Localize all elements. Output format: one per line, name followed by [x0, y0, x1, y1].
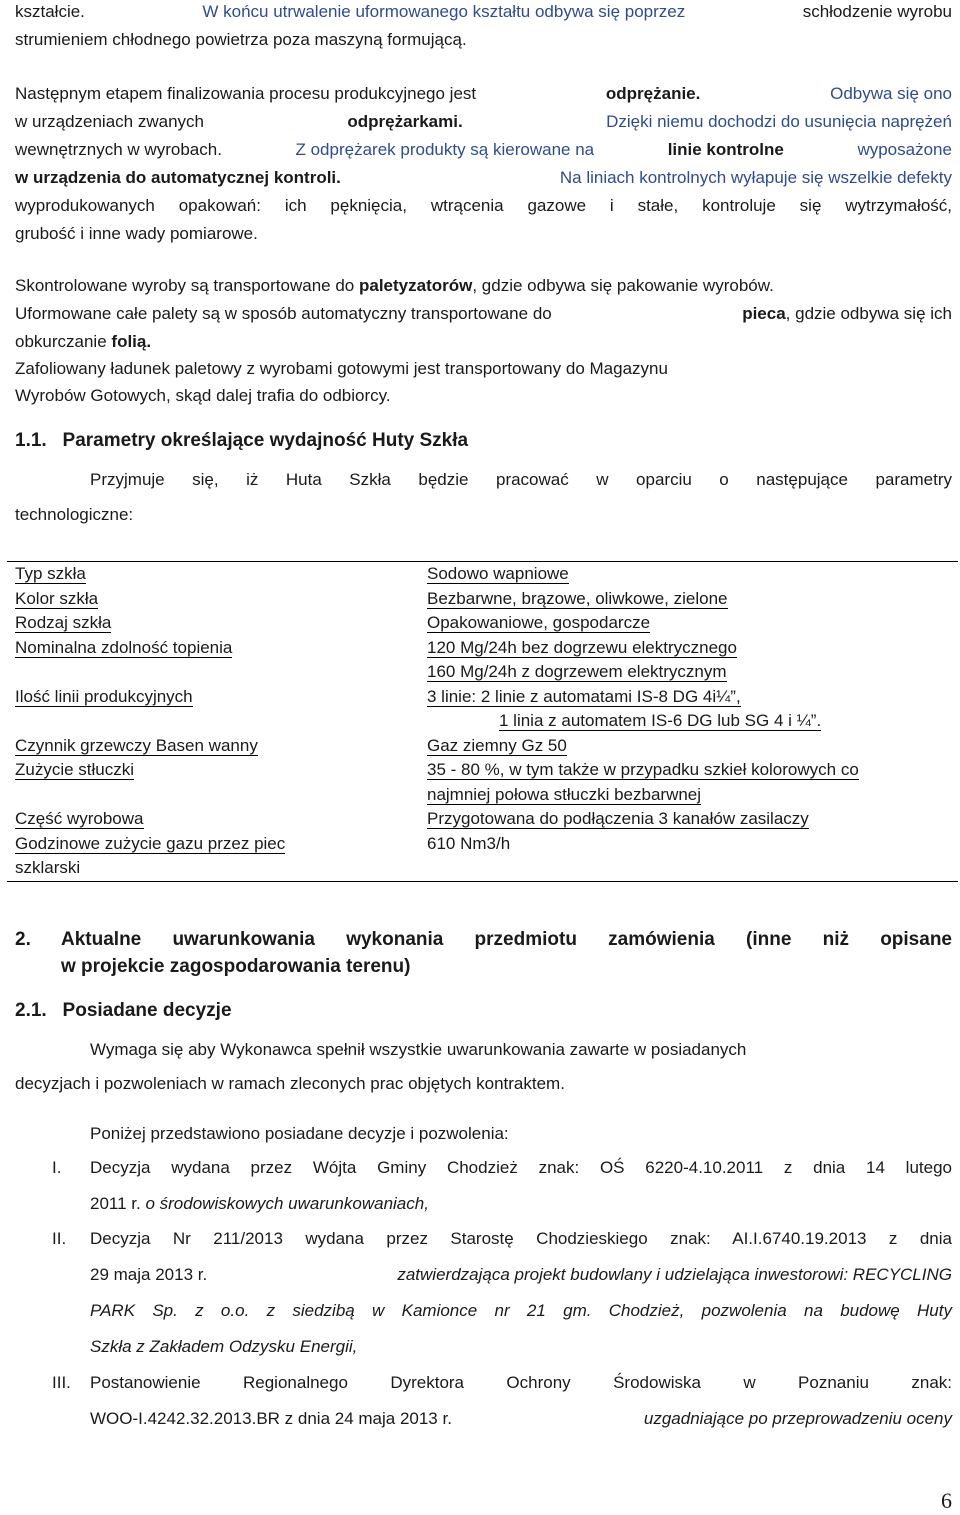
- section-heading: [15, 1000, 232, 1022]
- bold-term: odprężarkami.: [347, 112, 463, 131]
- paragraph-line: grubość i inne wady pomiarowe.: [15, 224, 258, 243]
- list-item-line: Szkła z Zakładem Odzysku Energii,: [90, 1337, 358, 1356]
- italic-text: uzgadniające po przeprowadzeniu oceny: [643, 1409, 952, 1428]
- bold-term: linie kontrolne: [667, 140, 784, 159]
- list-number: I.: [52, 1158, 62, 1177]
- table-cell-value: Opakowaniowe, gospodarcze: [427, 613, 651, 632]
- table-row: [7, 636, 958, 685]
- paragraph-line: [15, 2, 952, 22]
- italic-text: zatwierdzająca projekt budowlany i udzielająca inwestorowi: RECYCLING: [397, 1265, 952, 1284]
- text: , gdzie odbywa się pakowanie wyrobów.: [472, 276, 774, 295]
- text: Z odprężarek produkty są kierowane na: [295, 140, 595, 159]
- table-cell-label: Część wyrobowa: [15, 809, 144, 828]
- paragraph-line: technologiczne:: [15, 505, 134, 524]
- table-row: [7, 685, 958, 734]
- section-title: Aktualne uwarunkowania wykonania przedmiotu zamówienia (inne niż opisane: [61, 929, 952, 950]
- text: wewnętrznych w wyrobach.: [15, 140, 222, 159]
- paragraph-line: Poniżej przedstawiono posiadane decyzje i pozwolenia:: [90, 1124, 509, 1143]
- text: Dzięki niemu dochodzi do usunięcia naprężeń: [606, 112, 952, 131]
- paragraph-line: decyzjach i pozwoleniach w ramach zleconych prac objętych kontraktem.: [15, 1074, 565, 1093]
- page-number: 6: [941, 1488, 952, 1513]
- section-heading: [15, 430, 468, 452]
- text: W końcu utrwalenie uformowanego kształtu odbywa się poprzez: [202, 2, 686, 21]
- text: 2011 r.: [90, 1194, 141, 1213]
- table-cell-value: Bezbarwne, brązowe, oliwkowe, zielone: [427, 588, 728, 608]
- section-title: Posiadane decyzje: [62, 1000, 232, 1021]
- table-row: [7, 611, 958, 636]
- list-item-line: PARK Sp. z o.o. z siedzibą w Kamionce nr 21 gm. Chodzież, pozwolenia na budowę Huty: [90, 1301, 952, 1320]
- table-cell-value: Sodowo wapniowe: [427, 564, 569, 583]
- list-item-line: [90, 1194, 952, 1214]
- table-cell-label: Godzinowe zużycie gazu przez piec szklarski: [15, 833, 286, 877]
- table-cell-value: 3 linie: 2 linie z automatami IS-8 DG 4i¼”, 1 linia z automatem IS-6 DG lub SG 4 i ¼”.: [427, 686, 822, 730]
- section-number: 2.: [15, 929, 31, 950]
- table-cell-value: Gaz ziemny Gz 50: [427, 735, 567, 755]
- bold-term: odprężanie.: [605, 84, 701, 103]
- table-cell-value: 35 - 80 %, w tym także w przypadku szkieł kolorowych co najmniej połowa stłuczki bezbarwnej: [427, 760, 859, 804]
- paragraph-line: Przyjmuje się, iż Huta Szkła będzie pracować w oparciu o następujące parametry: [90, 470, 952, 489]
- text: 29 maja 2013 r.: [90, 1265, 208, 1284]
- text: Na liniach kontrolnych wyłapuje się wszelkie defekty: [559, 168, 952, 187]
- paragraph-line: Wymaga się aby Wykonawca spełnił wszystkie uwarunkowania zawarte w posiadanych: [90, 1040, 747, 1059]
- paragraph-line: [15, 276, 774, 296]
- paragraph-line: [15, 140, 952, 160]
- paragraph-line: wyprodukowanych opakowań: ich pęknięcia, wtrącenia gazowe i stałe, kontroluje się wytrzymałość,: [15, 196, 952, 215]
- paragraph-line: [15, 84, 952, 104]
- bold-term: paletyzatorów: [358, 276, 473, 295]
- text: Skontrolowane wyroby są transportowane do: [15, 276, 355, 295]
- text: obkurczanie: [15, 332, 107, 351]
- list-item-line: Postanowienie Regionalnego Dyrektora Ochrony Środowiska w Poznaniu znak:: [90, 1373, 952, 1392]
- bold-term: w urządzenia do automatycznej kontroli.: [15, 168, 341, 187]
- table-row: [7, 562, 958, 587]
- paragraph-line: Wyrobów Gotowych, skąd dalej trafia do odbiorcy.: [15, 386, 391, 405]
- italic-text: o środowiskowych uwarunkowaniach,: [145, 1194, 429, 1213]
- section-title: Parametry określające wydajność Huty Szkła: [62, 430, 469, 451]
- paragraph-line: [15, 112, 952, 132]
- list-item-line: [90, 1265, 952, 1285]
- section-heading: [15, 929, 952, 951]
- paragraph-line: [15, 168, 952, 188]
- table-cell-label: Kolor szkła: [15, 588, 99, 608]
- list-item-line: Decyzja Nr 211/2013 wydana przez Starostę Chodzieskiego znak: AI.I.6740.19.2013 z dnia: [90, 1229, 952, 1248]
- paragraph-line: [15, 304, 952, 324]
- list-item-line: [90, 1409, 952, 1429]
- text: Uformowane całe palety są w sposób automatyczny transportowane do: [15, 304, 552, 323]
- table-cell-label: Rodzaj szkła: [15, 613, 112, 632]
- text: Odbywa się ono: [830, 84, 952, 103]
- text: schłodzenie wyrobu: [802, 2, 952, 21]
- table-row: [7, 734, 958, 759]
- text: kształcie.: [15, 2, 85, 21]
- text: wyposażone: [857, 140, 952, 159]
- text: w urządzeniach zwanych: [15, 112, 204, 131]
- parameters-table: [7, 561, 958, 882]
- table-cell-label: Typ szkła: [15, 564, 86, 583]
- text: WOO-I.4242.32.2013.BR z dnia 24 maja 2013 r.: [90, 1409, 452, 1428]
- list-number: II.: [52, 1229, 67, 1248]
- text: Następnym etapem finalizowania procesu produkcyjnego jest: [15, 84, 477, 103]
- table-row: [7, 832, 958, 882]
- paragraph-line: [15, 332, 151, 352]
- table-cell-value: 610 Nm3/h: [427, 833, 511, 853]
- list-number: III.: [52, 1373, 71, 1392]
- table-cell-label: Nominalna zdolność topienia: [15, 637, 233, 657]
- section-number: 1.1.: [15, 430, 47, 451]
- table-row: [7, 758, 958, 807]
- table-cell-label: Czynnik grzewczy Basen wanny: [15, 735, 258, 755]
- table-row: [7, 587, 958, 612]
- bold-term: folią.: [111, 332, 152, 351]
- table-cell-label: Zużycie stłuczki: [15, 760, 135, 779]
- section-title-continued: w projekcie zagospodarowania terenu): [61, 956, 411, 977]
- section-number: 2.1.: [15, 1000, 47, 1021]
- table-cell-value: 120 Mg/24h bez dogrzewu elektrycznego 160 Mg/24h z dogrzewem elektrycznym: [427, 637, 737, 681]
- paragraph-line: Zafoliowany ładunek paletowy z wyrobami gotowymi jest transportowany do Magazynu: [15, 359, 668, 378]
- table-cell-label: Ilość linii produkcyjnych: [15, 686, 193, 706]
- table-row: [7, 807, 958, 832]
- paragraph-line: strumieniem chłodnego powietrza poza maszyną formującą.: [15, 30, 467, 49]
- bold-term: pieca: [742, 304, 786, 323]
- table-cell-value: Przygotowana do podłączenia 3 kanałów zasilaczy: [427, 809, 809, 828]
- text: , gdzie odbywa się ich: [785, 304, 952, 323]
- list-item-line: Decyzja wydana przez Wójta Gminy Chodzież znak: OŚ 6220-4.10.2011 z dnia 14 lutego: [90, 1158, 952, 1177]
